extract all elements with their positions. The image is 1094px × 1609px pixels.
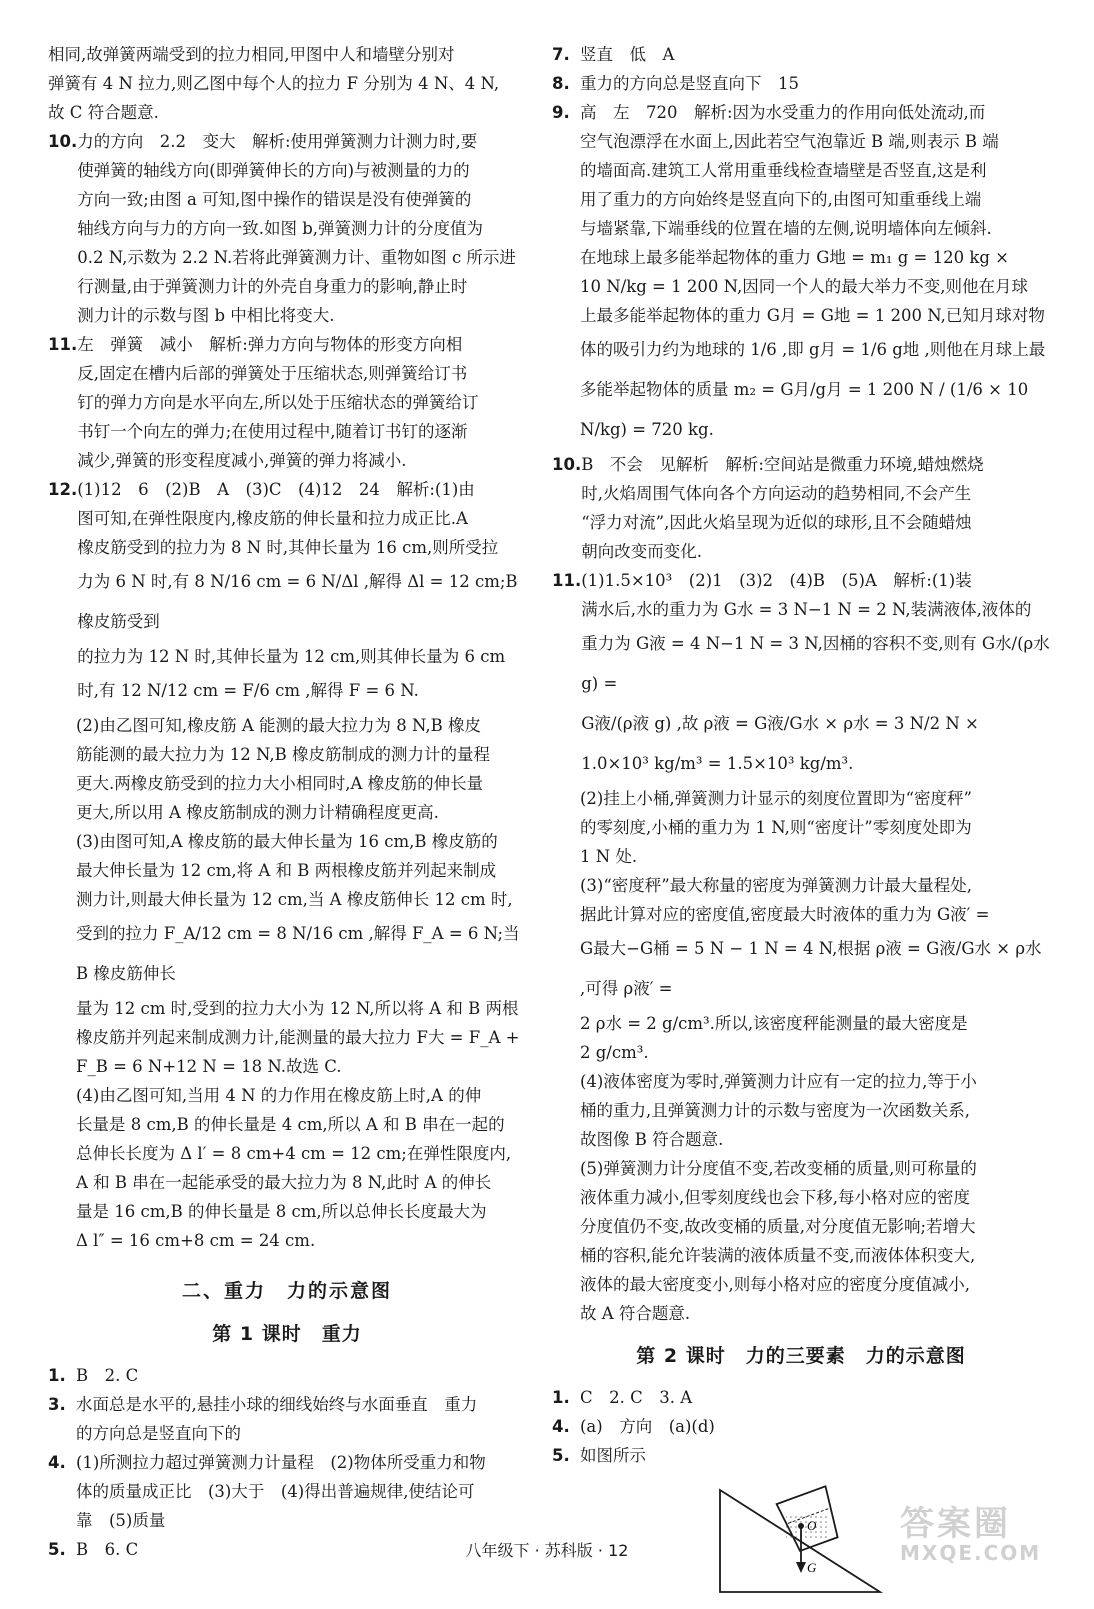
formula-line: 体的吸引力约为地球的 1/6 ,即 g月 = 1/6 g地 ,则他在月球上最 xyxy=(580,340,1046,359)
section-title: 二、重力 力的示意图 xyxy=(181,1280,392,1302)
text-line: 体的质量成正比 (3)大于 (4)得出普遍规律,使结论可 xyxy=(76,1482,475,1501)
text-line: Δ l″ = 16 cm+8 cm = 24 cm. xyxy=(76,1231,316,1250)
label-O: O xyxy=(807,1518,817,1533)
text-line: “浮力对流”,因此火焰呈现为近似的球形,且不会随蜡烛 xyxy=(581,513,972,532)
sub-answer-3 xyxy=(48,827,526,1081)
sub-answer-2-right xyxy=(552,784,1050,871)
answer-item-3 xyxy=(48,1390,526,1448)
answer-item-8 xyxy=(552,69,1050,98)
watermark-text: 答案圈 xyxy=(900,1504,1011,1544)
text-line: (2)由乙图可知,橡皮筋 A 能测的最大拉力为 8 N,B 橡皮 xyxy=(76,716,482,735)
answer-item-1-right xyxy=(552,1383,1050,1412)
text-line: 的拉力为 12 N 时,其伸长量为 12 cm,则其伸长量为 6 cm xyxy=(77,647,506,666)
item-number: 1. xyxy=(48,1366,66,1385)
item-number: 5. xyxy=(552,1446,570,1465)
item-number: 4. xyxy=(48,1453,66,1472)
answer-item-5-right xyxy=(552,1441,1050,1470)
text-line: 轴线方向与力的方向一致.如图 b,弹簧测力计的分度值为 xyxy=(77,219,484,238)
text-line: F_B = 6 N+12 N = 18 N.故选 C. xyxy=(76,1057,342,1076)
text-line: 如图所示 xyxy=(580,1446,646,1465)
text-line: 据此计算对应的密度值,密度最大时液体的重力为 G液′ = xyxy=(580,905,990,924)
text-line: 桶的重力,且弹簧测力计的示数与密度为一次函数关系, xyxy=(580,1101,970,1120)
text-line: 行测量,由于弹簧测力计的外壳自身重力的影响,静止时 xyxy=(77,277,468,296)
lesson-title: 第 1 课时 重力 xyxy=(212,1323,362,1345)
item-number: 11. xyxy=(552,571,582,590)
text-line: 书钉一个向左的弹力;在使用过程中,随着订书钉的逐渐 xyxy=(77,422,468,441)
text-line: 力的方向 2.2 变大 解析:使用弹簧测力计测力时,要 xyxy=(77,132,478,151)
text-line: (3)“密度秤”最大称量的密度为弹簧测力计最大量程处, xyxy=(580,876,972,895)
item-number: 7. xyxy=(552,45,570,64)
sub-answer-4-right xyxy=(552,1067,1050,1154)
text-line: 高 左 720 解析:因为水受重力的作用向低处流动,而 xyxy=(580,103,986,122)
text-line: 2 g/cm³. xyxy=(580,1043,649,1062)
text-line: (3)由图可知,A 橡皮筋的最大伸长量为 16 cm,B 橡皮筋的 xyxy=(76,832,498,851)
answer-item-10 xyxy=(48,127,526,330)
lesson-title: 第 2 课时 力的三要素 力的示意图 xyxy=(636,1345,966,1367)
text-line: 减少,弹簧的形变程度减小,弹簧的弹力将减小. xyxy=(77,451,407,470)
text-line: 与墙紧靠,下端垂线的位置在墙的左侧,说明墙体向左倾斜. xyxy=(580,219,992,238)
text-line: 量为 12 cm 时,受到的拉力大小为 12 N,所以将 A 和 B 两根 xyxy=(76,999,519,1018)
text-line: 测力计的示数与图 b 中相比将变大. xyxy=(77,306,335,325)
text-line: 左 弹簧 减小 解析:弹力方向与物体的形变方向相 xyxy=(77,335,463,354)
item-number: 4. xyxy=(552,1417,570,1436)
text-line: B 2. C xyxy=(76,1366,139,1385)
text-line: 的墙面高.建筑工人常用重垂线检查墙壁是否竖直,这是利 xyxy=(580,161,987,180)
text-line: 上最多能举起物体的重力 G月 = G地 = 1 200 N,已知月球对物 xyxy=(580,306,1045,325)
formula-line: G最大−G桶 = 5 N − 1 N = 4 N,根据 ρ液 = G液/G水 × ρ水 ,可得 ρ液′ = xyxy=(580,939,1042,998)
text-line: 时,火焰周围气体向各个方向运动的趋势相同,不会产生 xyxy=(581,484,972,503)
text-line: 长量是 8 cm,B 的伸长量是 4 cm,所以 A 和 B 串在一起的 xyxy=(76,1115,505,1134)
text-line: 使弹簧的轴线方向(即弹簧伸长的方向)与被测量的力的 xyxy=(77,161,470,180)
formula-line: 多能举起物体的质量 m₂ = G月/g月 = 1 200 N / (1/6 × 10 N/kg) = 720 kg. xyxy=(580,380,1029,439)
text-line: 10 N/kg = 1 200 N,因同一个人的最大举力不变,则他在月球 xyxy=(580,277,1028,296)
item-number: 8. xyxy=(552,74,570,93)
text-line: 总伸长长度为 Δ l′ = 8 cm+4 cm = 12 cm;在弹性限度内, xyxy=(76,1144,512,1163)
text-line: 满水后,水的重力为 G水 = 3 N−1 N = 2 N,装满液体,液体的 xyxy=(581,600,1032,619)
answer-item-4-right xyxy=(552,1412,1050,1441)
page-footer: 八年级下 · 苏科版 · 12 xyxy=(465,1541,629,1560)
text-line: 桶的容积,能允许装满的液体质量不变,而液体体积变大, xyxy=(580,1246,976,1265)
sub-answer-5-right xyxy=(552,1154,1050,1328)
answer-item-9 xyxy=(552,98,1050,450)
text-line: 液体的最大密度变小,则每小格对应的密度分度值减小, xyxy=(580,1275,970,1294)
text-line: (1)12 6 (2)B A (3)C (4)12 24 解析:(1)由 xyxy=(77,480,475,499)
answer-item-10-right xyxy=(552,450,1050,566)
text-line: C 2. C 3. A xyxy=(580,1388,693,1407)
formula-line: G液/(ρ液 g) ,故 ρ液 = G液/G水 × ρ水 = 3 N/2 N × 1.0×10³ kg/m³ = 1.5×10³ kg/m³. xyxy=(581,714,979,773)
item-number: 10. xyxy=(552,455,582,474)
text-line: 橡皮筋受到的拉力为 8 N 时,其伸长量为 16 cm,则所受拉 xyxy=(77,538,499,557)
text-line: 故 A 符合题意. xyxy=(580,1304,691,1323)
text-line: B 6. C xyxy=(76,1540,139,1559)
answer-item-1 xyxy=(48,1361,526,1390)
item-number: 9. xyxy=(552,103,570,122)
text-line: 空气泡漂浮在水面上,因此若空气泡靠近 B 端,则表示 B 端 xyxy=(580,132,999,151)
label-G: G xyxy=(807,1560,817,1575)
text-line: 靠 (5)质量 xyxy=(76,1511,166,1530)
text-line: 测力计,则最大伸长量为 12 cm,当 A 橡皮筋伸长 12 cm 时, xyxy=(76,890,513,909)
text-line: (4)由乙图可知,当用 4 N 的力作用在橡皮筋上时,A 的伸 xyxy=(76,1086,482,1105)
text-line: 故图像 B 符合题意. xyxy=(580,1130,724,1149)
text-line: 重力的方向总是竖直向下 15 xyxy=(580,74,799,93)
answer-item-7 xyxy=(552,40,1050,69)
item-number: 5. xyxy=(48,1540,66,1559)
text-line: 竖直 低 A xyxy=(580,45,675,64)
item-number: 3. xyxy=(48,1395,66,1414)
formula-line: 力为 6 N 时,有 8 N/16 cm = 6 N/Δl ,解得 Δl = 12 cm;B 橡皮筋受到 xyxy=(77,572,518,631)
text-line: 的方向总是竖直向下的 xyxy=(76,1424,241,1443)
sub-answer-2 xyxy=(48,711,526,827)
text-line: 0.2 N,示数为 2.2 N.若将此弹簧测力计、重物如图 c 所示进 xyxy=(77,248,516,267)
item-number: 12. xyxy=(48,480,78,499)
text-line: (1)1.5×10³ (2)1 (3)2 (4)B (5)A 解析:(1)装 xyxy=(581,571,972,590)
answer-item-12 xyxy=(48,475,526,711)
text-line: (2)挂上小桶,弹簧测力计显示的刻度位置即为“密度秤” xyxy=(580,789,972,808)
text-line: 更大.两橡皮筋受到的拉力大小相同时,A 橡皮筋的伸长量 xyxy=(76,774,484,793)
formula-line: 受到的拉力 F_A/12 cm = 8 N/16 cm ,解得 F_A = 6 N;当 B 橡皮筋伸长 xyxy=(76,924,520,983)
text-line: 筋能测的最大拉力为 12 N,B 橡皮筋制成的测力计的量程 xyxy=(76,745,490,764)
text-line: 水面总是水平的,悬挂小球的细线始终与水面垂直 重力 xyxy=(76,1395,478,1414)
text-line: 方向一致;由图 a 可知,图中操作的错误是没有使弹簧的 xyxy=(77,190,472,209)
item-number: 11. xyxy=(48,335,78,354)
formula-line: 时,有 12 N/12 cm = F/6 cm ,解得 F = 6 N. xyxy=(77,681,419,700)
text-line: 弹簧有 4 N 拉力,则乙图中每个人的拉力 F 分别为 4 N、4 N, xyxy=(48,74,500,93)
text-line: 更大,所以用 A 橡皮筋制成的测力计精确程度更高. xyxy=(76,803,439,822)
text-line: 橡皮筋并列起来制成测力计,能测量的最大拉力 F大 = F_A + xyxy=(76,1028,520,1047)
text-line: 在地球上最多能举起物体的重力 G地 = m₁ g = 120 kg × xyxy=(580,248,1009,267)
answer-item-4 xyxy=(48,1448,526,1535)
text-line: 反,固定在槽内后部的弹簧处于压缩状态,则弹簧给订书 xyxy=(77,364,468,383)
text-line: 朝向改变而变化. xyxy=(581,542,702,561)
text-line: (4)液体密度为零时,弹簧测力计应有一定的拉力,等于小 xyxy=(580,1072,977,1091)
text-line: 液体重力减小,但零刻度线也会下移,每小格对应的密度 xyxy=(580,1188,970,1207)
text-line: 图可知,在弹性限度内,橡皮筋的伸长量和拉力成正比.A xyxy=(77,509,468,528)
sub-answer-4 xyxy=(48,1081,526,1255)
item-number: 10. xyxy=(48,132,78,151)
item-number: 1. xyxy=(552,1388,570,1407)
text-line: 量是 16 cm,B 的伸长量是 8 cm,所以总伸长长度最大为 xyxy=(76,1202,487,1221)
text-line: 1 N 处. xyxy=(580,847,638,866)
intro-paragraph xyxy=(48,40,526,127)
text-line: B 不会 见解析 解析:空间站是微重力环境,蜡烛燃烧 xyxy=(581,455,984,474)
text-line: (5)弹簧测力计分度值不变,若改变桶的质量,则可称量的 xyxy=(580,1159,977,1178)
left-column xyxy=(48,40,526,1564)
text-line: 2 ρ水 = 2 g/cm³.所以,该密度秤能测量的最大密度是 xyxy=(580,1014,968,1033)
text-line: 的零刻度,小桶的重力为 1 N,则“密度计”零刻度处即为 xyxy=(580,818,972,837)
formula-line: 重力为 G液 = 4 N−1 N = 3 N,因桶的容积不变,则有 G水/(ρ水 g) = xyxy=(581,634,1050,693)
text-line: 用了重力的方向始终是竖直向下的,由图可知重垂线上端 xyxy=(580,190,982,209)
text-line: 最大伸长量为 12 cm,将 A 和 B 两根橡皮筋并列起来制成 xyxy=(76,861,497,880)
text-line: 钉的弹力方向是水平向左,所以处于压缩状态的弹簧给订 xyxy=(77,393,479,412)
answer-item-11-right xyxy=(552,566,1050,784)
text-line: 分度值仍不变,故改变桶的质量,对分度值无影响;若增大 xyxy=(580,1217,976,1236)
text-line: (a) 方向 (a)(d) xyxy=(580,1417,715,1436)
text-line: A 和 B 串在一起能承受的最大拉力为 8 N,此时 A 的伸长 xyxy=(76,1173,492,1192)
text-line: (1)所测拉力超过弹簧测力计量程 (2)物体所受重力和物 xyxy=(76,1453,486,1472)
watermark-logo xyxy=(900,1504,1042,1568)
watermark-url: MXQE.COM xyxy=(900,1541,1042,1565)
answer-item-11 xyxy=(48,330,526,475)
sub-answer-3-right xyxy=(552,871,1050,1067)
text-line: 故 C 符合题意. xyxy=(48,103,159,122)
text-line: 相同,故弹簧两端受到的拉力相同,甲图中人和墙壁分别对 xyxy=(48,45,455,64)
right-column xyxy=(552,40,1050,1609)
